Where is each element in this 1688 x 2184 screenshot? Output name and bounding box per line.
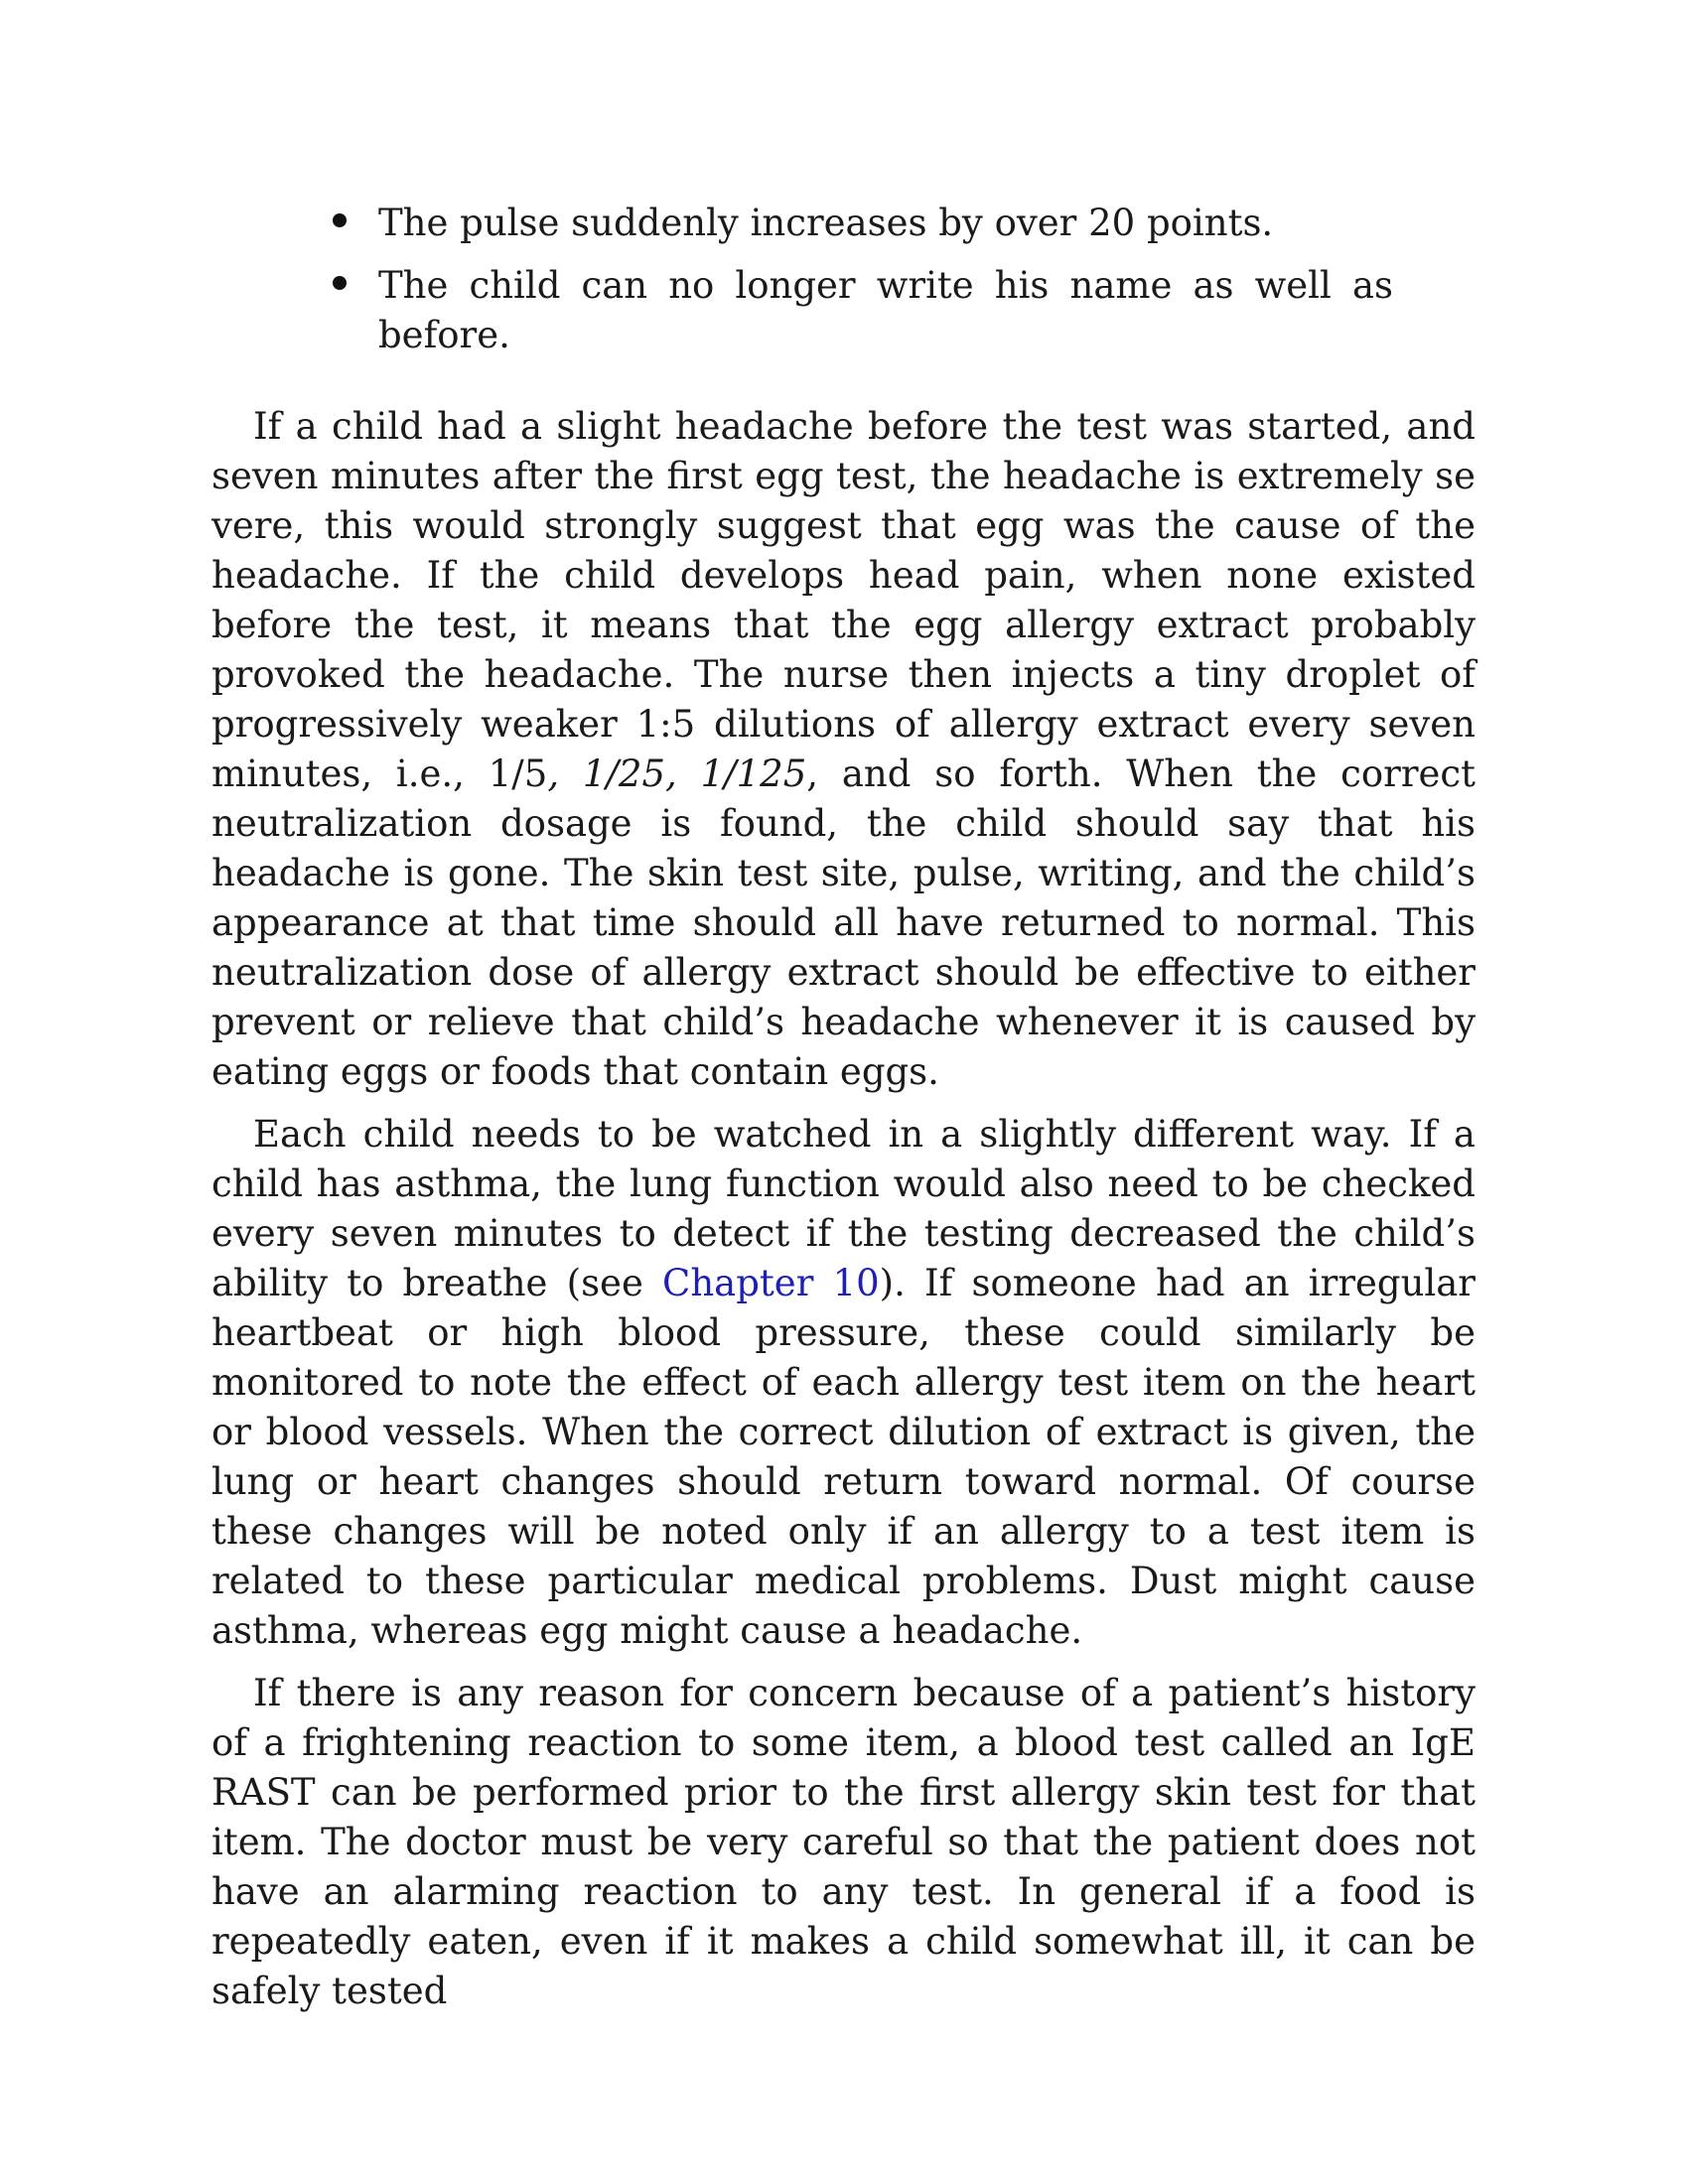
symptom-bullet-list — [211, 199, 1393, 373]
bullet-text: The pulse suddenly increases by over 20 points. — [378, 202, 1274, 244]
body-text — [211, 402, 1476, 2029]
bullet-item-pulse — [211, 199, 1393, 248]
bullet-text: The child can no longer write his name as well as before. — [378, 264, 1393, 356]
paragraph-text: If there is any reason for concern because of a patient’s history of a frightening reaction to some item, a blood test called an IgE RAST can be performed prior to the first allergy skin test for that item. The doctor must be very careful so that the patient does not have an alarming reaction to any test. In general if a food is repeatedly eaten, even if it makes a child somewhat ill, it can be safely tested — [211, 1672, 1476, 2012]
dilution-series: , 1/25, 1/125 — [547, 752, 807, 795]
chapter-10-link[interactable]: Chapter 10 — [662, 1262, 880, 1304]
paragraph-rast-test — [211, 1669, 1476, 2016]
paragraph-monitoring — [211, 1110, 1476, 1656]
paragraph-text: ). If someone had an irregular heartbeat or high blood pressure, these could similarly be monitored to note the effect of each allergy test item on the heart or blood vessels. When the correct dilution of extract is given, the lung or heart changes should return toward normal. Of course these changes will be noted only if an allergy to a test item is related to these particular medical problems. Dust might cause asthma, whereas egg might cause a headache. — [211, 1262, 1476, 1652]
bullet-dot-icon — [211, 261, 378, 311]
paragraph-text: If a child had a slight headache before the test was started, and seven minutes after the first egg test, the headache is extremely se vere, this would strongly suggest that egg was the cause of the headache. If the child develops head pain, when none existed before the test, it means that the egg allergy extract probably provoked the headache. The nurse then injects a tiny droplet of progressively weaker 1:5 dilutions of allergy extract every seven minutes, i.e., 1/5 — [211, 405, 1476, 795]
bullet-dot-icon — [211, 199, 378, 248]
bullet-item-writing — [211, 261, 1393, 360]
paragraph-text: Each child needs to be watched in a slightly different way. If a child has asthma, the lung function would also need to be checked every seven minutes to detect if the testing decreased the child’s ability to breathe (see — [211, 1113, 1476, 1304]
paragraph-egg-test — [211, 402, 1476, 1097]
paragraph-text: , and so forth. When the correct neutralization dosage is found, the child should say that his headache is gone. The skin test site, pulse, writing, and the child’s appearance at that time should all have returned to normal. This neutralization dose of allergy extract should be effective to either prevent or relieve that child’s headache whenever it is caused by eating eggs or foods that contain eggs. — [211, 752, 1476, 1093]
